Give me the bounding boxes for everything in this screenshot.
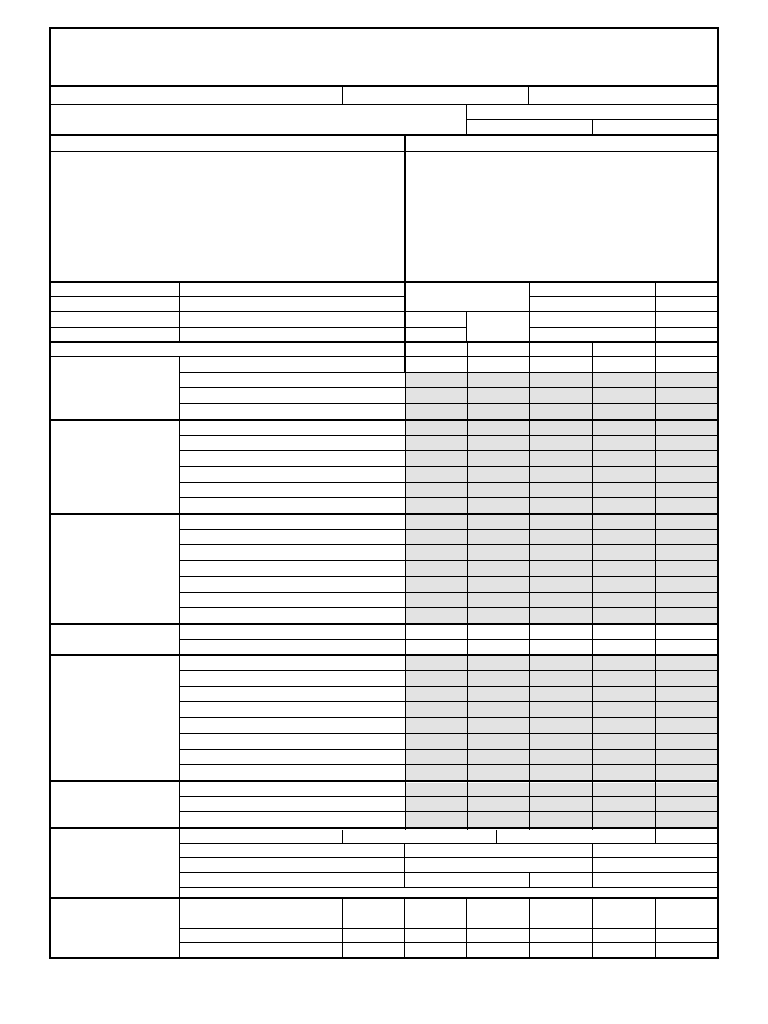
shaded-cell xyxy=(656,372,717,625)
h-line xyxy=(179,857,717,858)
h-line xyxy=(49,134,717,136)
form-border-right xyxy=(717,27,719,959)
h-line xyxy=(179,497,717,498)
h-line xyxy=(179,387,717,388)
h-line xyxy=(179,466,717,467)
v-line xyxy=(655,341,656,830)
h-line xyxy=(179,942,717,943)
h-line xyxy=(49,654,717,656)
h-line xyxy=(179,670,717,671)
shaded-cell xyxy=(468,783,529,829)
h-line xyxy=(179,872,717,873)
h-line xyxy=(179,928,717,929)
shaded-cell xyxy=(530,372,592,625)
h-line xyxy=(179,482,717,483)
v-line xyxy=(179,356,180,830)
h-line xyxy=(179,544,717,545)
v-line xyxy=(405,341,406,830)
h-line xyxy=(179,764,717,765)
h-line xyxy=(179,529,717,530)
h-line xyxy=(179,811,717,812)
h-line xyxy=(179,372,717,373)
h-line xyxy=(179,749,717,750)
h-line xyxy=(49,85,717,87)
shaded-cell xyxy=(530,783,592,829)
form-border-left xyxy=(49,27,51,959)
h-line xyxy=(529,311,717,312)
h-line xyxy=(49,296,404,297)
h-line xyxy=(49,513,717,515)
v-line xyxy=(467,341,468,830)
v-line xyxy=(466,311,467,341)
v-line xyxy=(528,86,529,104)
shaded-cell xyxy=(593,372,655,625)
h-line xyxy=(49,151,717,152)
v-line xyxy=(179,281,180,341)
h-line xyxy=(49,327,404,328)
v-line xyxy=(404,843,405,887)
h-line xyxy=(179,435,717,436)
v-line xyxy=(592,341,593,830)
h-line xyxy=(49,104,717,105)
h-line xyxy=(404,327,466,328)
h-line xyxy=(179,450,717,451)
v-line xyxy=(342,86,343,104)
shaded-cell xyxy=(406,372,467,625)
v-line xyxy=(592,843,593,887)
h-line xyxy=(179,796,717,797)
shaded-cell xyxy=(656,783,717,829)
h-line xyxy=(179,607,717,608)
shaded-cell xyxy=(406,783,467,829)
v-line xyxy=(655,830,656,843)
h-line xyxy=(179,592,717,593)
h-line xyxy=(179,403,717,404)
v-line xyxy=(529,341,530,830)
h-line xyxy=(49,341,717,343)
v-line xyxy=(179,830,180,958)
h-line xyxy=(529,327,717,328)
v-line xyxy=(342,830,343,843)
v-line xyxy=(496,830,497,843)
h-line xyxy=(529,296,717,297)
h-line xyxy=(49,281,717,283)
shaded-cell xyxy=(468,372,529,625)
h-line xyxy=(49,356,717,357)
h-line xyxy=(179,560,717,561)
v-line xyxy=(529,872,530,887)
h-line xyxy=(179,701,717,702)
shaded-cell xyxy=(593,783,655,829)
h-line xyxy=(49,311,404,312)
h-line xyxy=(179,733,717,734)
h-line xyxy=(49,780,717,782)
form-border-bottom xyxy=(49,957,719,959)
h-line xyxy=(49,419,717,421)
h-line xyxy=(179,686,717,687)
h-line xyxy=(49,623,717,625)
h-line xyxy=(49,827,717,829)
h-line xyxy=(179,843,717,844)
form-border-top xyxy=(49,27,719,29)
v-line xyxy=(592,119,593,134)
h-line xyxy=(49,897,717,899)
h-line xyxy=(179,639,717,640)
h-line xyxy=(179,887,717,888)
h-line xyxy=(179,576,717,577)
v-line xyxy=(404,134,406,372)
h-line xyxy=(179,717,717,718)
